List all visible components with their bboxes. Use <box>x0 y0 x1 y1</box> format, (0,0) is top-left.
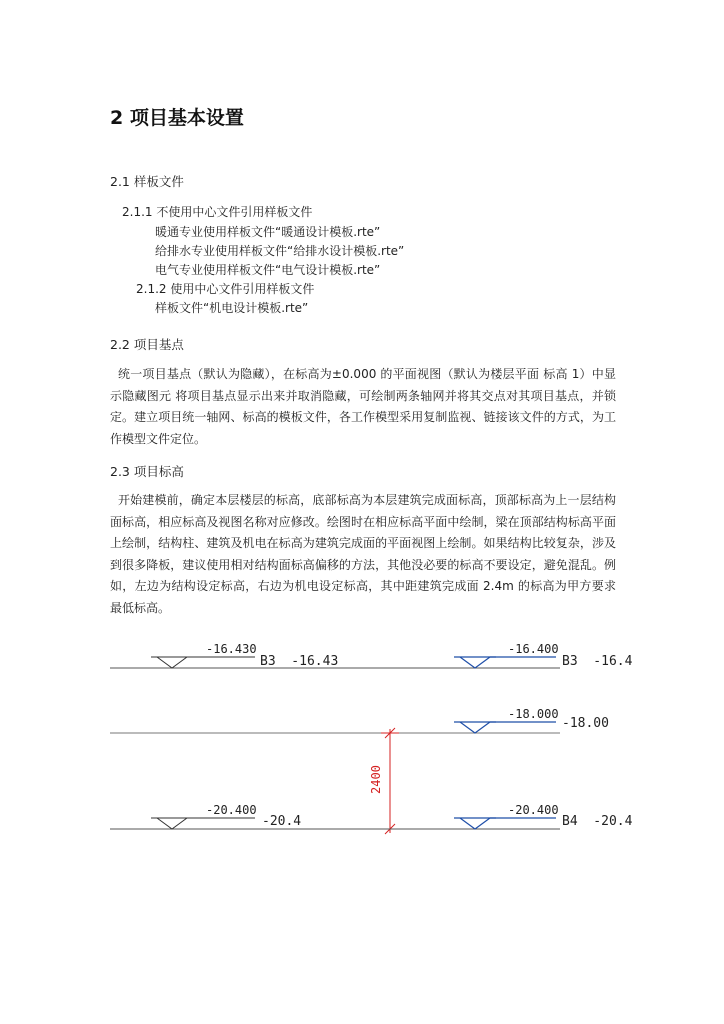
section-2-3-body: 开始建模前，确定本层楼层的标高，底部标高为本层建筑完成面标高，顶部标高为上一层结构面标高，相应标高及视图名称对应修改。绘图时在相应标高平面中绘制，梁在顶部结构标高平面上绘制，结构柱、建筑及机电在标高为建筑完成面的平面视图上绘制。如果结构比较复杂，涉及到很多降板，建议使用相对结构面标高偏移的方法，其他没必要的标高不要设定，避免混乱。例如，左边为结构设定标高，右边为机电设定标高，其中距建筑完成面 2.4m 的标高为甲方要求最低标高。 <box>110 493 616 615</box>
item-2-1-2: 2.1.2 使用中心文件引用样板文件 <box>136 282 315 296</box>
section-2-2-body: 统一项目基点（默认为隐藏），在标高为±0.000 的平面视图（默认为楼层平面 标高 1）中显示隐藏图元 将项目基点显示出来并取消隐藏，可绘制两条轴网并将其交点对其项目基点，并锁定。建立项目统一轴网、标高的模板文件，各工作模型采用复制监视、链接该文件的方式，为工作模型文件定位。 <box>110 367 616 446</box>
item-2-1-1: 2.1.1 不使用中心文件引用样板文件 <box>122 205 313 219</box>
level-name-right-b3: B3 -16.4 <box>562 654 633 669</box>
level-value-right-b4: -20.400 <box>508 803 559 817</box>
level-value-right-b3: -16.400 <box>508 642 559 656</box>
level-marker-left-b4 <box>157 818 255 829</box>
level-name-right-18: -18.00 <box>562 716 609 731</box>
level-value-right-18: -18.000 <box>508 707 559 721</box>
level-name-left-b4: -20.4 <box>262 814 302 829</box>
level-value-left-b3: -16.430 <box>206 642 257 656</box>
section-2-1-heading: 2.1 样板文件 <box>110 174 184 189</box>
section-2-3-heading: 2.3 项目标高 <box>110 464 184 479</box>
item-plumbing-template: 给排水专业使用样板文件“给排水设计模板.rte” <box>155 244 405 258</box>
dimension-text: 2400 <box>369 765 383 794</box>
level-value-left-b4: -20.400 <box>206 803 257 817</box>
item-electrical-template: 电气专业使用样板文件“电气设计模板.rte” <box>155 263 381 277</box>
level-marker-right-18 <box>460 722 556 733</box>
page-title: 2 项目基本设置 <box>110 107 244 129</box>
item-mep-template: 样板文件“机电设计模板.rte” <box>155 301 309 315</box>
level-marker-left-b3 <box>157 657 255 668</box>
level-marker-right-b4 <box>460 818 556 829</box>
item-hvac-template: 暖通专业使用样板文件“暖通设计模板.rte” <box>155 225 381 239</box>
level-name-left-b3: B3 -16.43 <box>260 654 339 669</box>
level-marker-right-b3 <box>460 657 556 668</box>
section-2-2-heading: 2.2 项目基点 <box>110 337 184 352</box>
level-name-right-b4: B4 -20.4 <box>562 814 633 829</box>
